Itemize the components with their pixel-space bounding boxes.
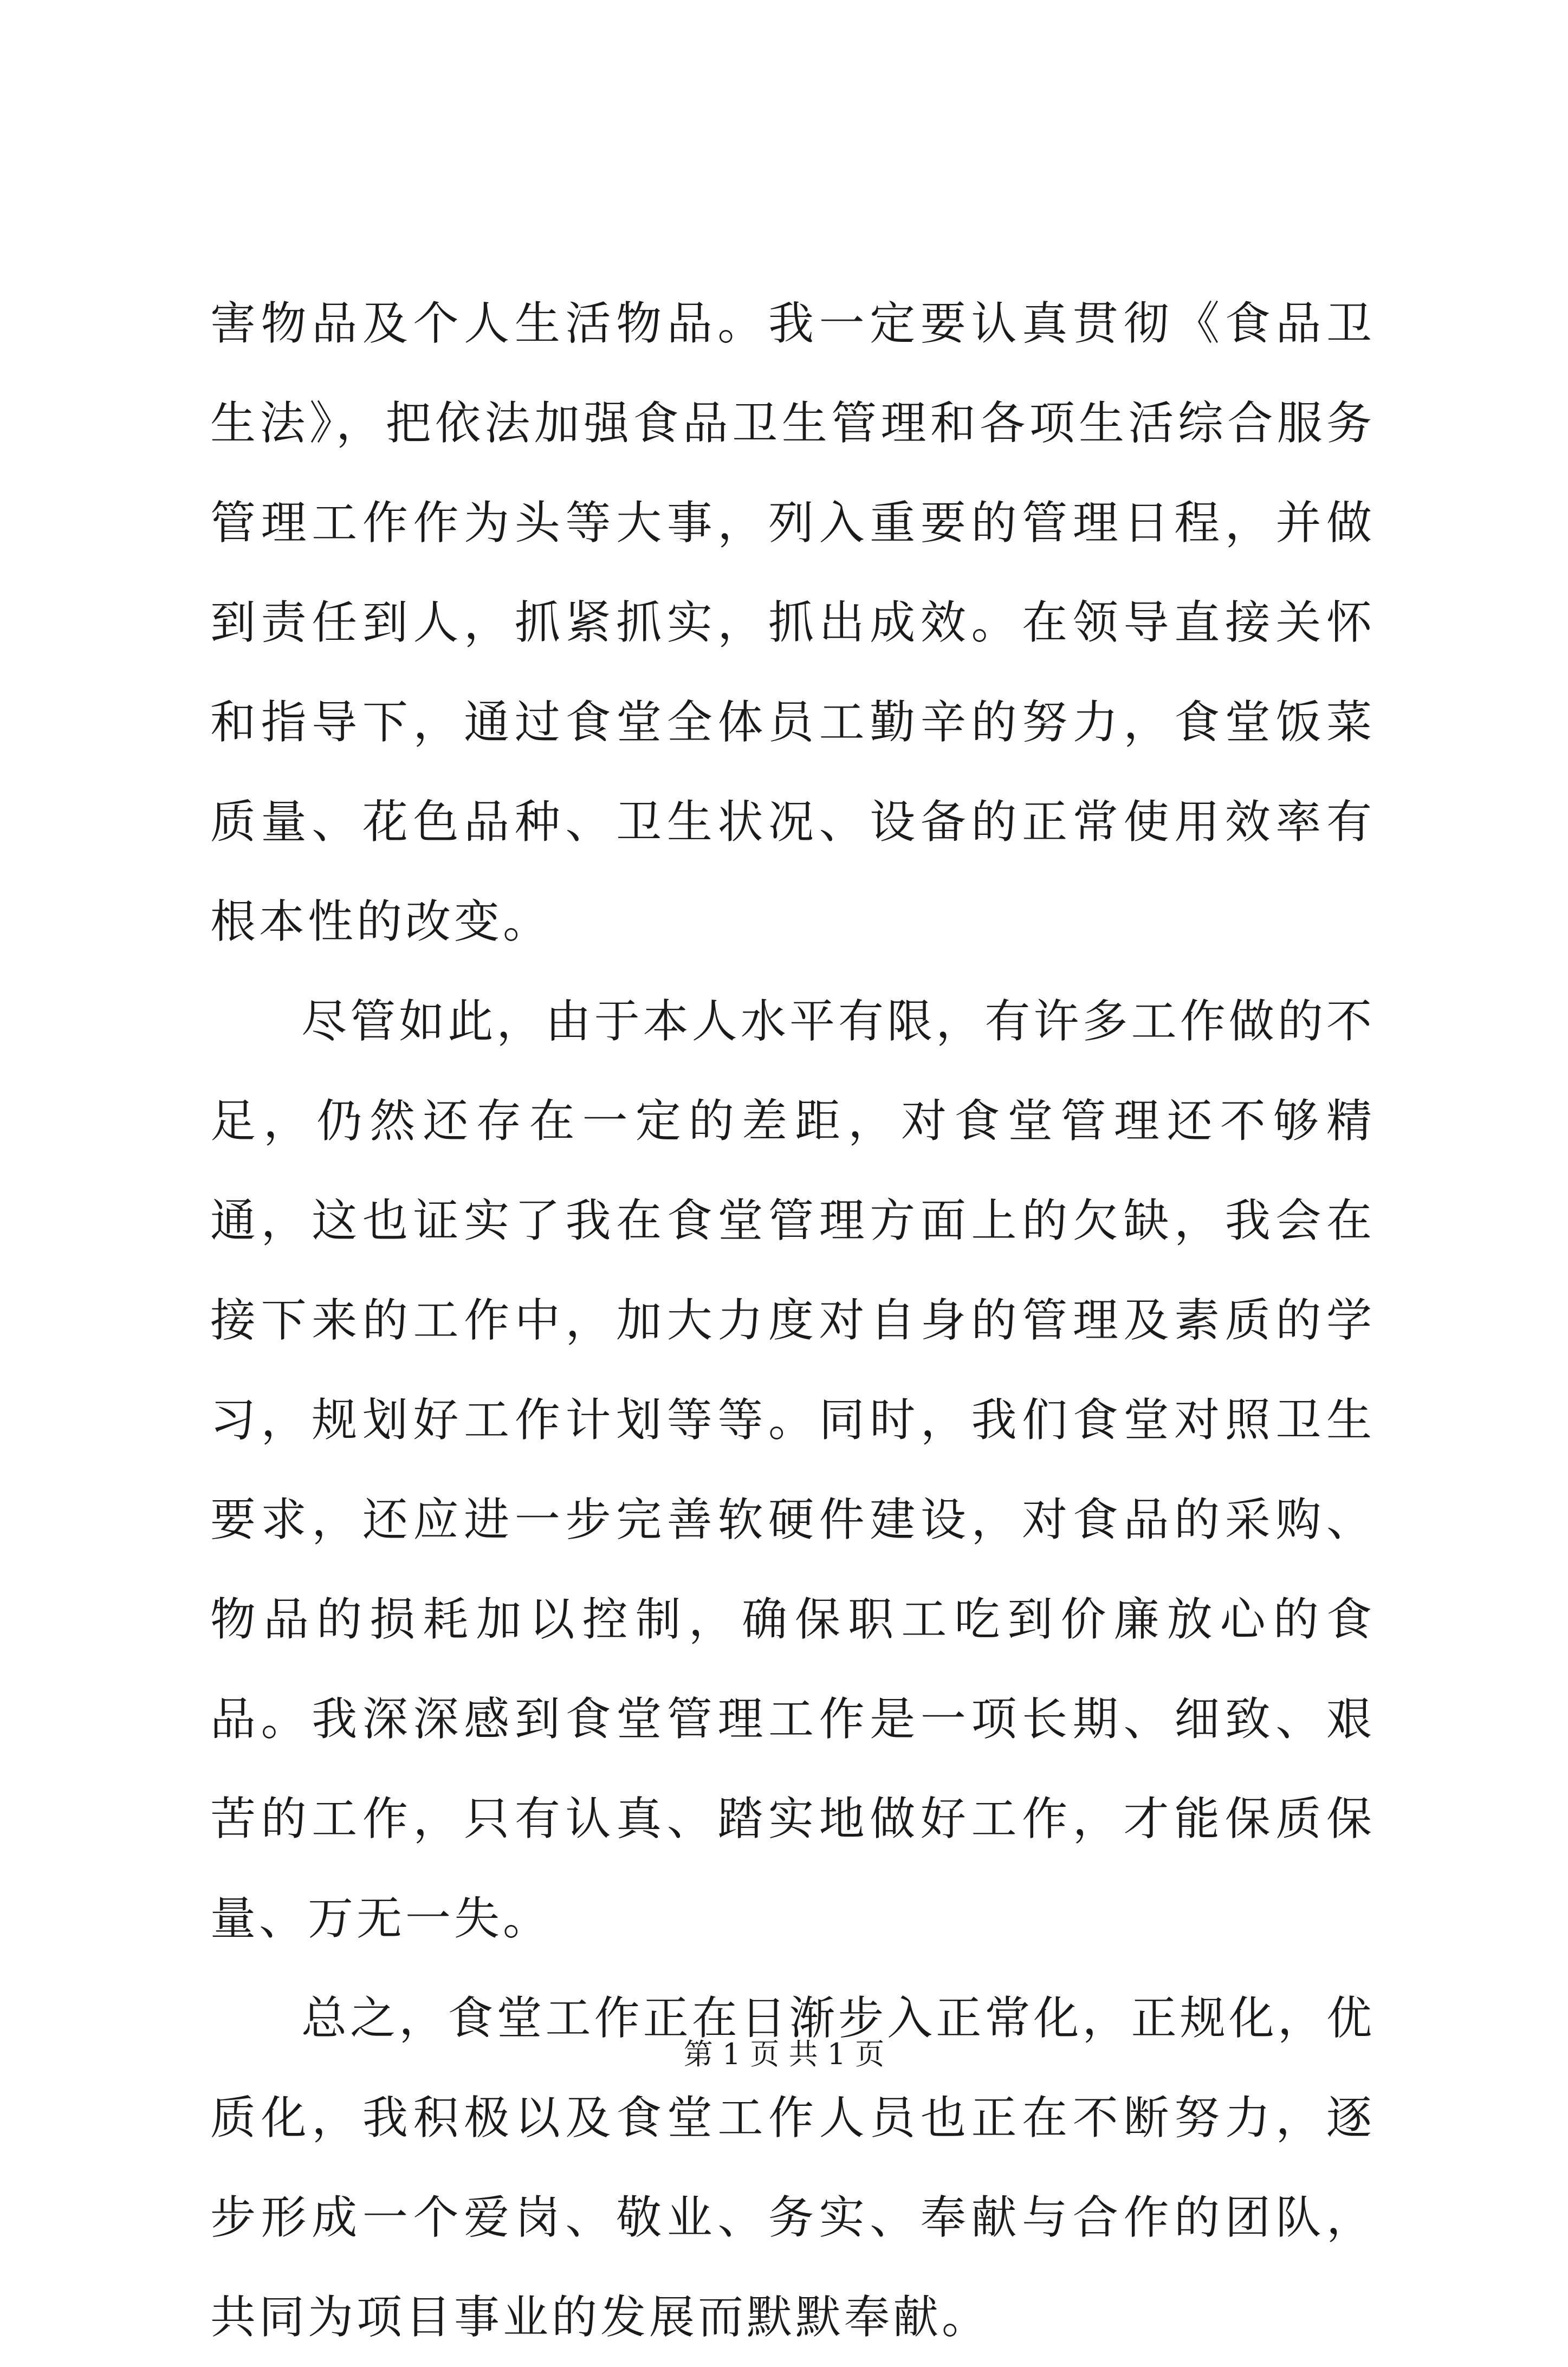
page-footer: 第 1 页 共 1 页 bbox=[683, 2037, 885, 2071]
paragraph-3: 总之，食堂工作正在日渐步入正常化，正规化，优质化，我积极以及食堂工作人员也正在不断努力，逐步形成一个爱岗、敬业、务实、奉献与合作的团队，共同为项目事业的发展而默默奉献。 bbox=[210, 1992, 1375, 2344]
paragraph-2: 尽管如此，由于本人水平有限，有许多工作做的不足，仍然还存在一定的差距，对食堂管理还不够精通，这也证实了我在食堂管理方面上的欠缺，我会在接下来的工作中，加大力度对自身的管理及素质的学习，规划好工作计划等等。同时，我们食堂对照卫生要求，还应进一步完善软硬件建设，对食品的采购、物品的损耗加以控制，确保职工吃到价廉放心的食品。我深深感到食堂管理工作是一项长期、细致、艰苦的工作，只有认真、踏实地做好工作，才能保质保量、万无一失。 bbox=[210, 995, 1375, 1945]
paragraph-1: 害物品及个人生活物品。我一定要认真贯彻《食品卫生法》，把依法加强食品卫生管理和各项生活综合服务管理工作作为头等大事，列入重要的管理日程，并做到责任到人，抓紧抓实，抓出成效。在领导直接关怀和指导下，通过食堂全体员工勤辛的努力，食堂饭菜质量、花色品种、卫生状况、设备的正常使用效率有根本性的改变。 bbox=[210, 297, 1375, 948]
